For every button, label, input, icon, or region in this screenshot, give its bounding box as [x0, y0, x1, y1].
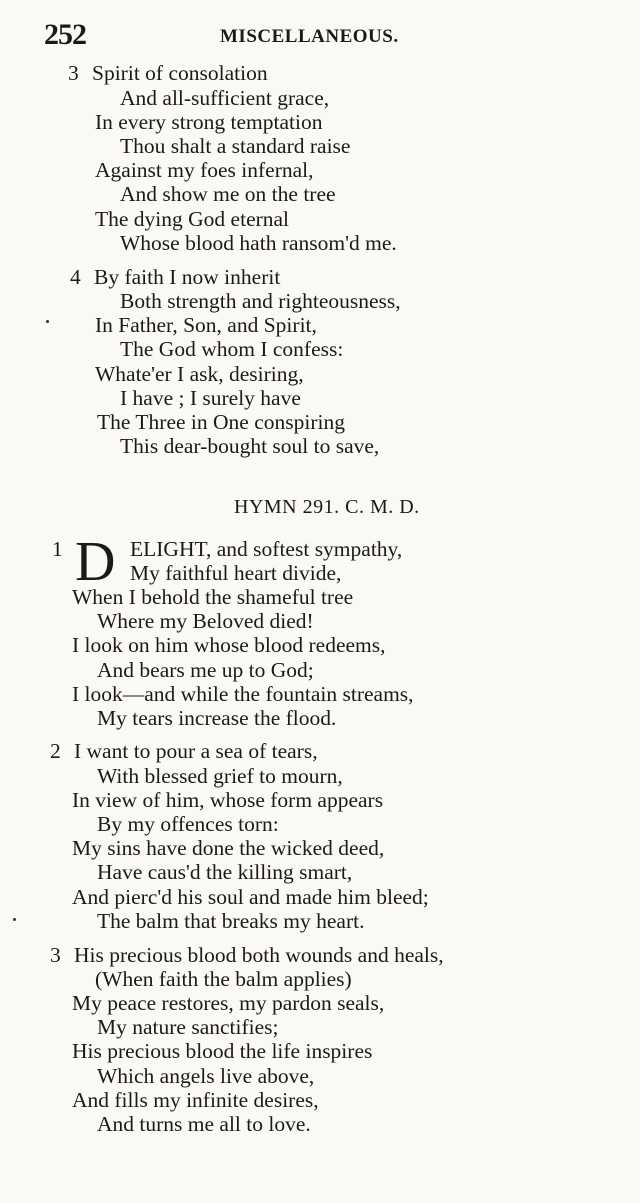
verse-line: I look—and while the fountain streams, [72, 682, 414, 706]
verse-line: And pierc'd his soul and made him bleed; [72, 885, 429, 909]
verse-line: And all-sufficient grace, [120, 86, 330, 110]
verse-number: 4 [70, 265, 81, 289]
verse-line: And bears me up to God; [97, 658, 314, 682]
verse-line: His precious blood both wounds and heals, [74, 943, 444, 967]
print-speck [13, 918, 16, 921]
page-number: 252 [44, 18, 86, 51]
verse-line: The balm that breaks my heart. [97, 909, 365, 933]
verse-line: When I behold the shameful tree [72, 585, 354, 609]
verse-line: Which angels live above, [97, 1064, 315, 1088]
verse-line: With blessed grief to mourn, [97, 764, 343, 788]
page-header [44, 18, 444, 54]
verse-line: I have ; I surely have [120, 386, 301, 410]
verse-line: Have caus'd the killing smart, [97, 860, 353, 884]
verse-line: My faithful heart divide, [130, 561, 342, 585]
hymn-title: HYMN 291. C. M. D. [234, 496, 420, 518]
verse-line: Where my Beloved died! [97, 609, 314, 633]
verse-line: My peace restores, my pardon seals, [72, 991, 385, 1015]
verse-line: And fills my infinite desires, [72, 1088, 319, 1112]
verse-line: Spirit of consolation [92, 61, 268, 85]
verse-line: Whose blood hath ransom'd me. [120, 231, 397, 255]
verse-line: His precious blood the life inspires [72, 1039, 373, 1063]
verse-line: (When faith the balm applies) [95, 967, 352, 991]
verse-line: By faith I now inherit [94, 265, 281, 289]
verse-line: My tears increase the flood. [97, 706, 337, 730]
print-speck [46, 320, 49, 323]
verse-line: Thou shalt a standard raise [120, 134, 351, 158]
verse-line: And show me on the tree [120, 182, 336, 206]
running-title: MISCELLANEOUS. [220, 26, 399, 47]
verse-line: Both strength and righteousness, [120, 289, 401, 313]
verse-line: The God whom I confess: [120, 337, 344, 361]
verse-number: 3 [50, 943, 61, 967]
verse-line: This dear-bought soul to save, [120, 434, 380, 458]
drop-cap: D [75, 531, 116, 593]
verse-number: 1 [52, 537, 63, 561]
verse-line: By my offences torn: [97, 812, 279, 836]
verse-line: My nature sanctifies; [97, 1015, 279, 1039]
verse-line: In view of him, whose form appears [72, 788, 384, 812]
verse-line: The Three in One conspiring [97, 410, 345, 434]
verse-line: ELIGHT, and softest sympathy, [130, 537, 403, 561]
verse-line: In every strong temptation [95, 110, 323, 134]
verse-number: 3 [68, 61, 79, 85]
verse-line: I want to pour a sea of tears, [74, 739, 318, 763]
verse-line: Against my foes infernal, [95, 158, 314, 182]
verse-line: The dying God eternal [95, 207, 290, 231]
verse-line: In Father, Son, and Spirit, [95, 313, 317, 337]
verse-line: I look on him whose blood redeems, [72, 633, 386, 657]
verse-line: My sins have done the wicked deed, [72, 836, 385, 860]
verse-line: Whate'er I ask, desiring, [95, 362, 304, 386]
verse-line: And turns me all to love. [97, 1112, 311, 1136]
verse-number: 2 [50, 739, 61, 763]
